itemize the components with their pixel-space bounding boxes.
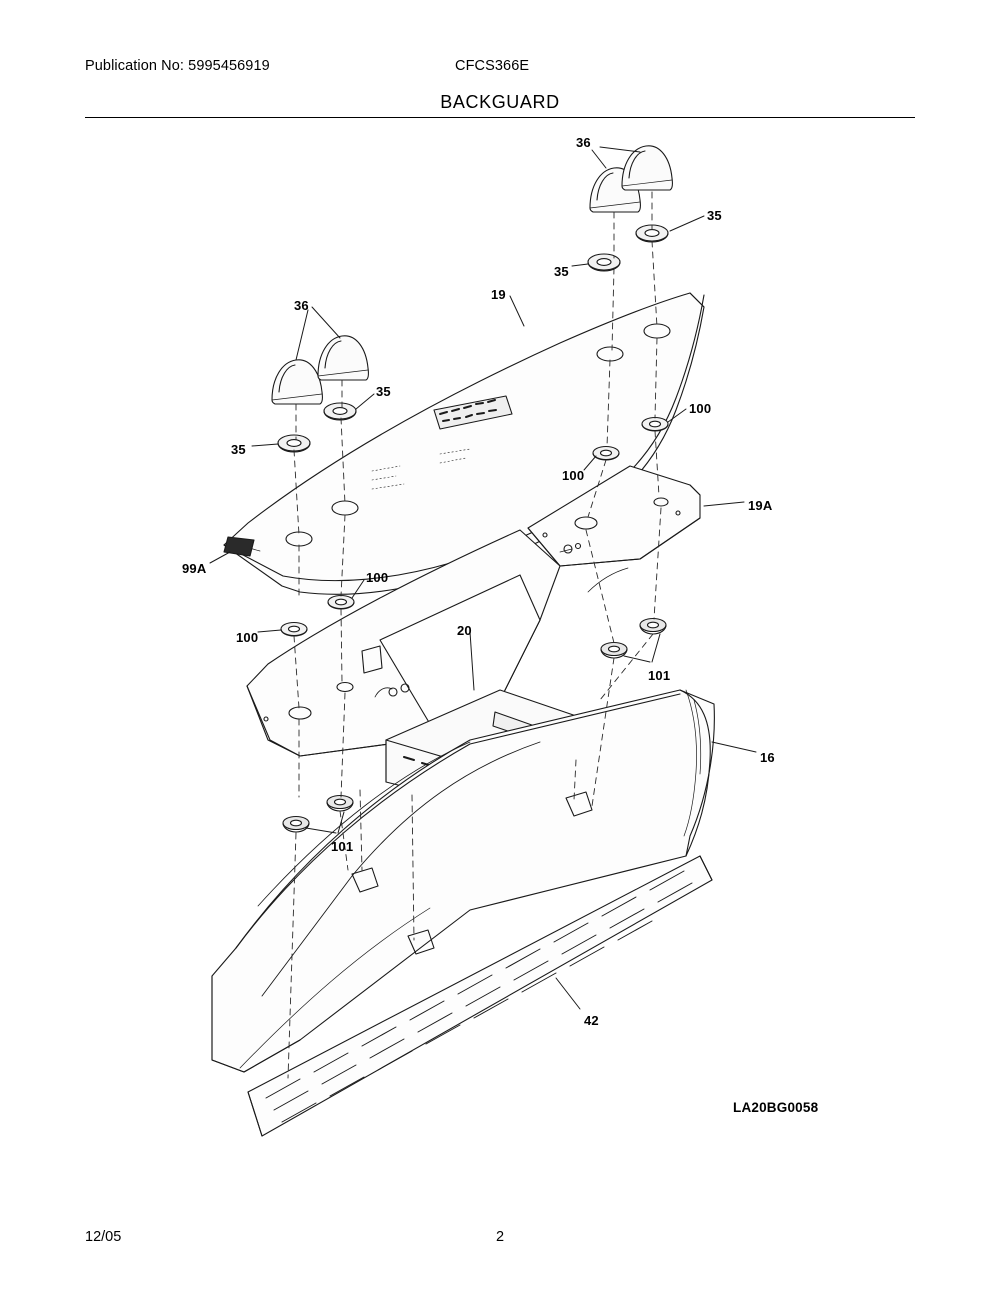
washer-100-l2	[281, 623, 307, 637]
callout-35-l2: 35	[231, 442, 246, 457]
callout-101-r: 101	[648, 668, 671, 683]
washer-101-l1	[327, 796, 353, 812]
callout-101-l: 101	[331, 839, 354, 854]
callout-16: 16	[760, 750, 775, 765]
washer-100-r1	[642, 418, 668, 432]
callout-19: 19	[491, 287, 506, 302]
callout-100-r2: 100	[562, 468, 585, 483]
callout-20: 20	[457, 623, 472, 638]
washer-101-r2	[601, 643, 627, 659]
knob-36-d	[318, 336, 368, 380]
callout-36-left: 36	[294, 298, 309, 313]
washer-100-r2	[593, 447, 619, 461]
callout-100-l2: 100	[236, 630, 259, 645]
washer-100-l1	[328, 596, 354, 610]
knob-36-c	[272, 360, 322, 404]
callout-100-l1: 100	[366, 570, 389, 585]
page-title: BACKGUARD	[440, 92, 560, 112]
callout-36-top: 36	[576, 135, 591, 150]
washer-101-l2	[283, 817, 309, 833]
figure-code: LA20BG0058	[733, 1100, 819, 1115]
callout-42: 42	[584, 1013, 599, 1028]
callout-35-l1: 35	[376, 384, 391, 399]
washer-35-r2	[588, 254, 620, 271]
washer-101-r1	[640, 619, 666, 635]
callout-99a: 99A	[182, 561, 207, 576]
callout-100-r1: 100	[689, 401, 712, 416]
model-number: CFCS366E	[455, 58, 530, 74]
knob-36-b	[622, 146, 672, 190]
washer-35-l2	[278, 435, 310, 452]
callout-19a: 19A	[748, 498, 773, 513]
footer-date: 12/05	[85, 1229, 122, 1245]
callout-35-r1: 35	[707, 208, 722, 223]
footer-page-number: 2	[495, 1229, 505, 1245]
washer-35-l1	[324, 403, 356, 420]
publication-number: Publication No: 5995456919	[85, 58, 270, 74]
callout-35-r2: 35	[554, 264, 569, 279]
